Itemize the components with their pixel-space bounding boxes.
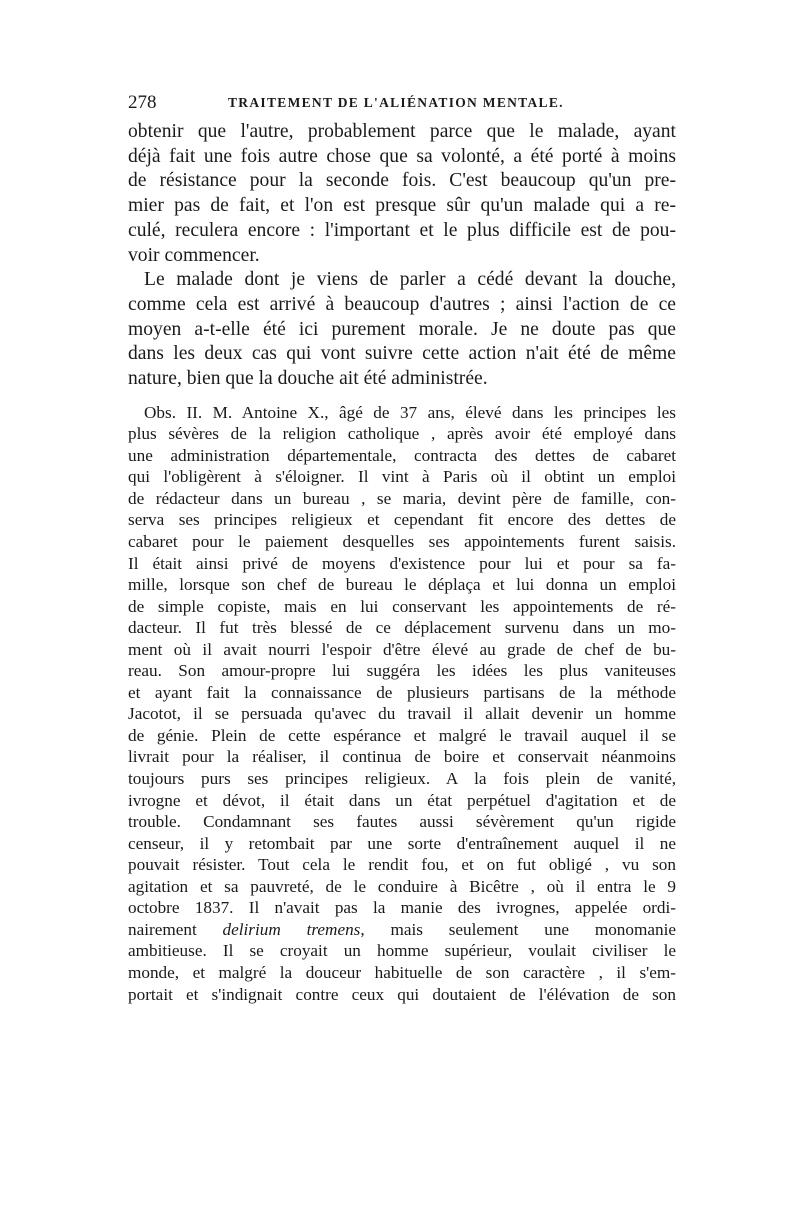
text-line: octobre 1837. Il n'avait pas la manie des ivrognes, appelée ordi-	[128, 898, 676, 918]
text-line: de rédacteur dans un bureau , se maria, devint père de famille, con-	[128, 488, 676, 508]
text-line: voir commencer.	[128, 244, 260, 266]
observation-paragraph	[128, 402, 676, 1005]
text-line: monde, et malgré la douceur habituelle de son caractère , il s'em-	[128, 962, 676, 982]
text-line: livrait pour la réaliser, il continua de boire et conservait néanmoins	[128, 747, 676, 767]
text-line: reau. Son amour-propre lui suggéra les idées les plus vaniteuses	[128, 661, 676, 681]
text-line: Obs. II. M. Antoine X., âgé de 37 ans, élevé dans les principes les	[144, 402, 676, 422]
paragraph-douche	[128, 268, 676, 392]
text-line: pouvait résister. Tout cela le rendit fou, et on fut obligé , vu son	[128, 855, 676, 875]
text-line: comme cela est arrivé à beaucoup d'autres ; ainsi l'action de ce	[128, 293, 676, 315]
text-line: toujours purs ses principes religieux. A la fois plein de vanité,	[128, 769, 676, 789]
text-line: agitation et sa pauvreté, de le conduire à Bicêtre , où il entra le 9	[128, 876, 676, 896]
text-fragment: , mais seulement une monomanie	[360, 919, 676, 939]
text-line: culé, reculera encore : l'important et le plus difficile est de pou-	[128, 219, 676, 241]
running-title: TRAITEMENT DE L'ALIÉNATION MENTALE.	[228, 95, 564, 110]
text-line: mier pas de fait, et l'on est presque sûr qu'un malade qui a re-	[128, 195, 676, 217]
text-line: une administration départementale, contracta des dettes de cabaret	[128, 445, 676, 465]
page-number: 278	[128, 92, 157, 113]
text-line: déjà fait une fois autre chose que sa volonté, a été porté à moins	[128, 145, 676, 167]
text-line: plus sévères de la religion catholique , après avoir été employé dans	[128, 424, 676, 444]
text-line: trouble. Condamnant ses fautes aussi sévèrement qu'un rigide	[128, 812, 676, 832]
book-page	[128, 92, 676, 1005]
text-line: censeur, il y retombait par une sorte d'entraînement auquel il ne	[128, 833, 676, 853]
text-line: dacteur. Il fut très blessé de ce déplacement survenu dans un mo-	[128, 618, 676, 638]
text-line: Jacotot, il se persuada qu'avec du travail il allait devenir un homme	[128, 704, 676, 724]
text-line: obtenir que l'autre, probablement parce que le malade, ayant	[128, 121, 676, 142]
text-line: ivrogne et dévot, il était dans un état perpétuel d'agitation et de	[128, 790, 676, 810]
text-line: ment où il avait nourri l'espoir d'être élevé au grade de chef de bu-	[128, 639, 676, 659]
text-line: dans les deux cas qui vont suivre cette action n'ait été de même	[128, 343, 676, 365]
text-line: qui l'obligèrent à s'éloigner. Il vint à Paris où il obtint un emploi	[128, 467, 676, 487]
italic-term: delirium tremens	[222, 919, 361, 939]
text-line: ambitieuse. Il se croyait un homme supérieur, voulait civiliser le	[128, 941, 676, 961]
running-head	[128, 92, 676, 118]
text-line: serva ses principes religieux et cependant fit encore des dettes de	[128, 510, 676, 530]
text-line: nature, bien que la douche ait été administrée.	[128, 368, 488, 390]
text-line-with-italic	[128, 919, 676, 941]
text-line: portait et s'indignait contre ceux qui doutaient de l'élévation de son	[128, 984, 676, 1004]
text-line: cabaret pour le paiement desquelles ses appointements furent saisis.	[128, 532, 676, 552]
text-line: de génie. Plein de cette espérance et malgré le travail auquel il se	[128, 725, 676, 745]
text-line: Il était ainsi privé de moyens d'existence pour lui et pour sa fa-	[128, 553, 676, 573]
text-line: Le malade dont je viens de parler a cédé devant la douche,	[144, 269, 676, 291]
text-line: de résistance pour la seconde fois. C'est beaucoup qu'un pre-	[128, 170, 676, 192]
text-line: mille, lorsque son chef de bureau le déplaça et lui donna un emploi	[128, 575, 676, 595]
text-line: de simple copiste, mais en lui conservant les appointements de ré-	[128, 596, 676, 616]
text-fragment: nairement	[128, 919, 223, 939]
text-line: moyen a-t-elle été ici purement morale. Je ne doute pas que	[128, 318, 676, 340]
text-line: et ayant fait la connaissance de plusieurs partisans de la méthode	[128, 682, 676, 702]
paragraph-continuation	[128, 120, 676, 268]
